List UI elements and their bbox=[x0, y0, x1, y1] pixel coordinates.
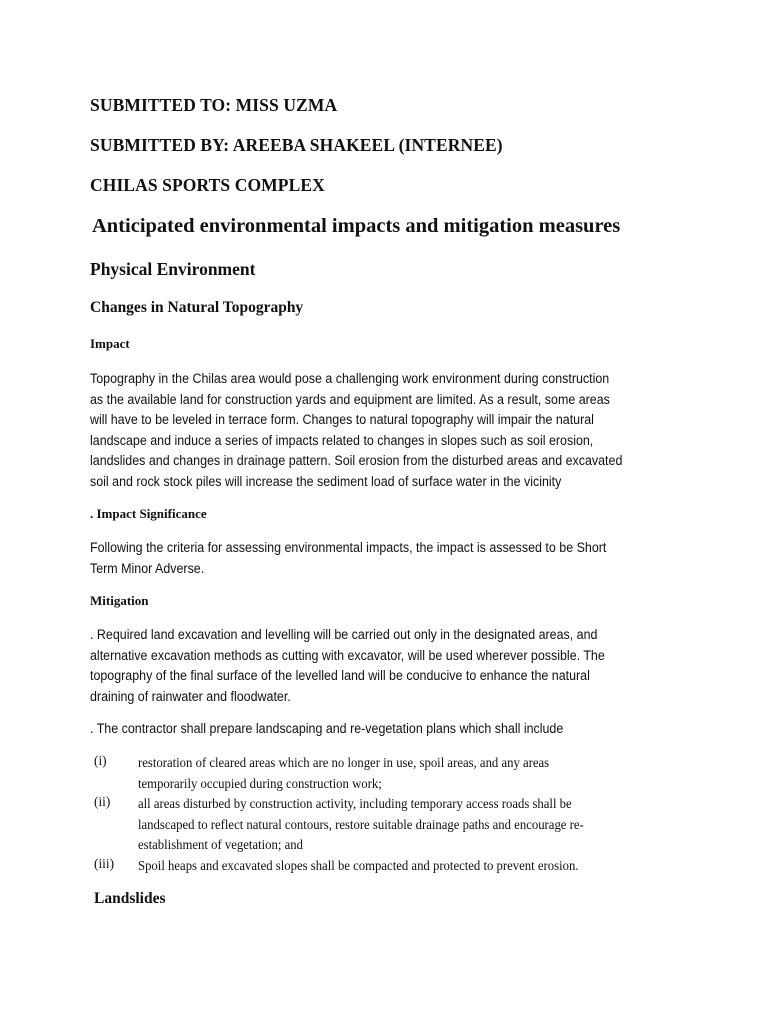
text-line: will have to be leveled in terrace form. Changes to natural topography will impair the natural bbox=[90, 412, 594, 427]
text-line: establishment of vegetation; and bbox=[138, 837, 303, 852]
impact-paragraph bbox=[90, 369, 639, 492]
text-line: Following the criteria for assessing environmental impacts, the impact is assessed to be Short bbox=[90, 540, 607, 555]
document-title: Anticipated environmental impacts and mitigation measures bbox=[92, 215, 621, 237]
text-line: all areas disturbed by construction activity, including temporary access roads shall be bbox=[138, 796, 572, 811]
text-line: topography of the final surface of the levelled land will be conducive to enhance the natural bbox=[90, 668, 590, 683]
text-line: alternative excavation methods as cutting with excavator, will be used wherever possible. The bbox=[90, 647, 605, 663]
text-line: . Required land excavation and levelling will be carried out only in the designated areas, and bbox=[90, 627, 598, 642]
landscaping-paragraph bbox=[90, 719, 639, 740]
text-line: landslides and changes in drainage pattern. Soil erosion from the disturbed areas and excavated bbox=[90, 453, 623, 468]
text-line: Term Minor Adverse. bbox=[90, 560, 205, 576]
impact-heading: Impact bbox=[90, 336, 130, 351]
text-line: draining of rainwater and floodwater. bbox=[90, 688, 291, 704]
text-line: landscape and induce a series of impacts related to changes in slopes such as soil erosion, bbox=[90, 432, 594, 448]
list-number: (iii) bbox=[94, 856, 115, 871]
list-item-text bbox=[138, 856, 579, 877]
landslides-heading: Landslides bbox=[94, 890, 166, 907]
subsection-heading: Changes in Natural Topography bbox=[90, 299, 304, 316]
text-line: as the available land for construction yards and equipment are limited. As a result, some areas bbox=[90, 391, 610, 407]
list-item-text bbox=[138, 753, 549, 794]
text-line: restoration of cleared areas which are no longer in use, spoil areas, and any areas bbox=[138, 755, 550, 770]
text-line: Spoil heaps and excavated slopes shall be compacted and protected to prevent erosion. bbox=[138, 858, 579, 873]
project-name: CHILAS SPORTS COMPLEX bbox=[90, 175, 325, 195]
text-line: Topography in the Chilas area would pose a challenging work environment during construction bbox=[90, 371, 610, 386]
submitted-to: SUBMITTED TO: MISS UZMA bbox=[90, 95, 338, 115]
list-item-text bbox=[138, 794, 584, 856]
mitigation-heading: Mitigation bbox=[90, 593, 149, 608]
section-heading: Physical Environment bbox=[90, 259, 256, 279]
list-number: (i) bbox=[94, 753, 107, 768]
list-number: (ii) bbox=[94, 794, 111, 809]
submitted-by: SUBMITTED BY: AREEBA SHAKEEL (INTERNEE) bbox=[90, 135, 503, 155]
mitigation-paragraph bbox=[90, 625, 639, 707]
text-line: landscaped to reflect natural contours, restore suitable drainage paths and encourage re- bbox=[138, 816, 584, 832]
text-line: soil and rock stock piles will increase the sediment load of surface water in the vicinity bbox=[90, 473, 562, 489]
text-line: temporarily occupied during construction work; bbox=[138, 775, 382, 791]
impact-significance-heading: . Impact Significance bbox=[90, 506, 207, 521]
text-line: . The contractor shall prepare landscaping and re-vegetation plans which shall include bbox=[90, 721, 564, 736]
significance-paragraph bbox=[90, 538, 639, 579]
